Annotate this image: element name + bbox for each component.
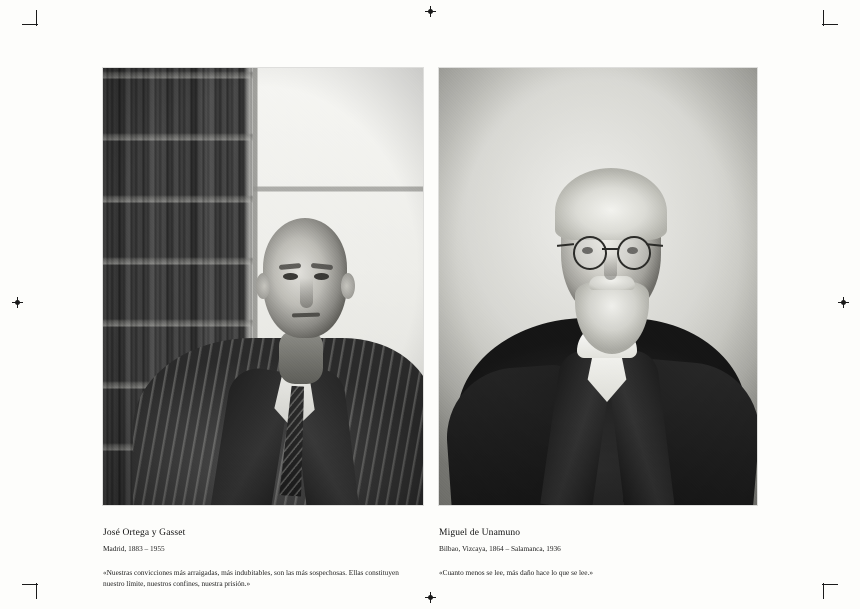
subject-dates: Bilbao, Vizcaya, 1864 – Salamanca, 1936 (439, 544, 561, 553)
portrait-photo-unamuno (439, 68, 757, 505)
photo-grain (103, 68, 423, 505)
subject-quote: «Cuanto menos se lee, más daño hace lo que se lee.» (439, 568, 593, 577)
subject-dates: Madrid, 1883 – 1955 (103, 544, 165, 553)
bottom-registration-mark (425, 592, 436, 603)
top-registration-mark (425, 6, 436, 17)
caption-ortega (103, 527, 433, 589)
registration-dot-icon (428, 595, 433, 600)
subject-name: Miguel de Unamuno (439, 528, 521, 538)
left-registration-mark (12, 297, 23, 308)
registration-dot-icon (841, 300, 846, 305)
caption-unamuno (439, 527, 769, 579)
registration-dot-icon (15, 300, 20, 305)
plate-ortega (103, 68, 433, 589)
plate-unamuno (439, 68, 769, 579)
subject-name: José Ortega y Gasset (103, 528, 186, 538)
right-registration-mark (838, 297, 849, 308)
registration-dot-icon (428, 9, 433, 14)
subject-quote: «Nuestras convicciones más arraigadas, más indubitables, son las más sospechosas. Ellas constituyen nuestro límite, nuestros confines, nuestra prisión.» (103, 568, 399, 588)
photo-grain (439, 68, 757, 505)
portrait-photo-ortega (103, 68, 423, 505)
